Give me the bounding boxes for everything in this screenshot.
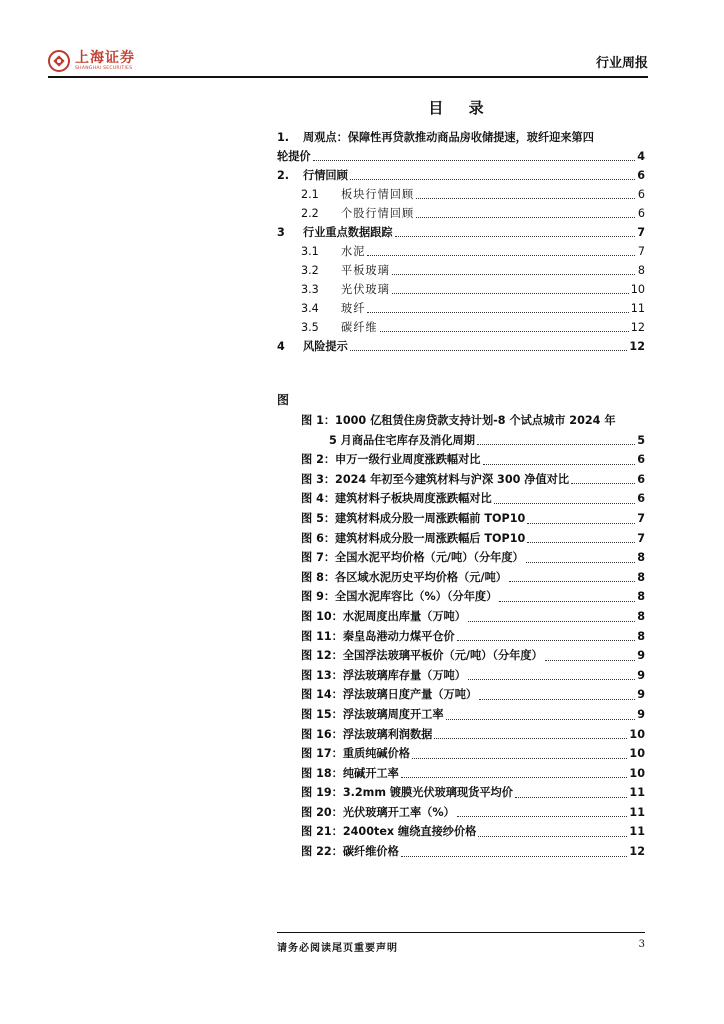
figure-entry-title: 图 15：浮法玻璃周度开工率 [301,707,444,721]
toc-subentry[interactable] [277,261,645,280]
toc-subentry[interactable] [277,242,645,261]
leader-dots [416,217,635,218]
figure-entry-page: 6 [637,453,645,467]
figure-entry-title: 图 1：1000 亿租赁住房贷款支持计划-8 个试点城市 2024 年 [301,414,616,427]
figure-entry-page: 8 [637,590,645,604]
toc-entry-page: 8 [637,264,645,277]
logo-name-en: SHANGHAI SECURITIES [75,66,133,71]
leader-dots [416,198,635,199]
figure-entry-page: 9 [637,688,645,702]
figure-entry-title: 图 8：各区域水泥历史平均价格（元/吨） [301,570,507,584]
leader-dots [515,797,627,798]
leader-dots [545,660,635,661]
figure-entry-page: 8 [637,609,645,623]
figure-entry[interactable] [277,411,645,431]
figure-entry[interactable] [277,607,645,627]
toc-entry-page: 7 [637,245,645,258]
figure-entry[interactable] [277,783,645,803]
toc-entry-page: 6 [637,207,645,220]
figure-entry[interactable] [277,489,645,509]
leader-dots [494,503,635,504]
figure-entry-page: 11 [629,825,645,839]
toc-entry-title-cont: 轮提价 [277,150,311,163]
toc-entry-number: 2. [277,169,290,182]
toc-entry-page: 11 [630,302,645,315]
figure-entry-title: 图 12：全国浮法玻璃平板价（元/吨）（分年度） [301,649,543,663]
figure-entry-title: 图 2：申万一级行业周度涨跌幅对比 [301,453,481,467]
figure-entry-page: 10 [629,727,645,741]
logo-name-cn: 上海证券 [75,50,135,66]
leader-dots [412,758,627,759]
page-header [48,50,648,78]
figure-entry[interactable] [277,568,645,588]
toc-entry[interactable] [277,337,645,356]
toc-entry-continued[interactable] [277,147,645,166]
figure-entry-page: 8 [637,629,645,643]
leader-dots [313,160,635,161]
leader-dots [434,738,627,739]
leader-dots [367,312,628,313]
toc-entry-title: 板块行情回顾 [341,188,415,201]
figure-entry-page: 7 [637,531,645,545]
leader-dots [367,255,635,256]
toc-entry-page: 12 [630,321,645,334]
toc-entry-title: 风险提示 [303,340,348,353]
toc-entry-number: 1. [277,131,290,144]
leader-dots [483,464,636,465]
figure-entry[interactable] [277,705,645,725]
figure-entry-title: 图 20：光伏玻璃开工率（%） [301,805,455,819]
figure-entry-title: 图 16：浮法玻璃利润数据 [301,727,433,741]
figure-entry-title: 图 18：纯碱开工率 [301,766,399,780]
figure-entry-page: 6 [637,492,645,506]
figure-entry-page: 9 [637,707,645,721]
figure-entry-page: 11 [629,786,645,800]
figure-entry-page: 11 [629,805,645,819]
page-footer [277,932,645,954]
figure-entry-title: 图 4：建筑材料子板块周度涨跌幅对比 [301,492,492,506]
toc-entry-title: 碳纤维 [341,321,378,334]
figure-entry-page: 9 [637,668,645,682]
figure-entry-title: 图 5：建筑材料成分股一周涨跌幅前 TOP10 [301,511,526,525]
toc-entry-title: 水泥 [341,245,366,258]
figure-entry[interactable] [277,450,645,470]
leader-dots [457,640,635,641]
figure-entry-title: 图 22：碳纤维价格 [301,845,399,859]
figure-entry-title: 图 17：重质纯碱价格 [301,747,410,761]
leader-dots [499,601,635,602]
disclaimer-notice: 请务必阅读尾页重要声明 [277,943,398,954]
figure-entry[interactable] [277,744,645,764]
leader-dots [526,562,635,563]
figure-entry-title: 图 13：浮法玻璃库存量（万吨） [301,668,466,682]
toc-entry-page: 6 [637,169,645,182]
leader-dots [527,523,635,524]
figure-entry-title: 图 19：3.2mm 镀膜光伏玻璃现货平均价 [301,786,513,800]
figure-entry-page: 12 [629,845,645,859]
leader-dots [468,679,635,680]
figure-entry-title: 图 14：浮法玻璃日度产量（万吨） [301,688,478,702]
leader-dots [527,542,635,543]
toc-entry-number: 3.2 [301,264,319,277]
leader-dots [457,816,628,817]
leader-dots [446,719,635,720]
toc-entry[interactable] [277,223,645,242]
figure-entry[interactable] [277,803,645,823]
logo-emblem-icon [48,50,70,72]
toc-entry-title: 个股行情回顾 [341,207,415,220]
toc-list [277,128,645,356]
figure-entry[interactable] [277,548,645,568]
figure-entry-page: 8 [637,551,645,565]
figure-entry[interactable] [277,509,645,529]
toc-title: 目 录 [428,99,494,117]
figure-entry[interactable] [277,470,645,490]
leader-dots [477,444,635,445]
page-number: 3 [638,939,645,950]
toc-entry[interactable] [277,166,645,185]
figure-list-heading: 图 [277,393,290,407]
toc-entry-page: 6 [637,188,645,201]
toc-entry-title: 行业重点数据跟踪 [303,226,393,239]
figure-entry[interactable] [277,587,645,607]
toc-entry[interactable] [277,128,645,147]
toc-entry-title: 平板玻璃 [341,264,390,277]
toc-entry-page: 12 [629,340,645,353]
toc-entry-number: 3.1 [301,245,319,258]
figure-entry-page: 8 [637,570,645,584]
toc-entry-number: 3.3 [301,283,319,296]
toc-entry-page: 4 [637,150,645,163]
leader-dots [509,581,635,582]
toc-subentry[interactable] [277,299,645,318]
toc-entry-number: 3.4 [301,302,319,315]
figure-entry[interactable] [277,822,645,842]
toc-entry-number: 3 [277,226,285,239]
toc-entry-title: 玻纤 [341,302,366,315]
main-content [277,92,645,862]
leader-dots [468,621,635,622]
company-logo [48,50,135,72]
leader-dots [479,699,635,700]
figure-entry[interactable] [277,666,645,686]
figure-entry-page: 10 [629,766,645,780]
toc-entry-number: 2.2 [301,207,319,220]
toc-entry-title: 光伏玻璃 [341,283,390,296]
toc-subentry[interactable] [277,280,645,299]
leader-dots [350,350,628,351]
header-divider [48,76,648,78]
figure-entry-page: 5 [637,433,645,447]
figure-entry[interactable] [277,529,645,549]
figure-entry[interactable] [277,842,645,862]
toc-entry-page: 7 [637,226,645,239]
figure-entry[interactable] [277,627,645,647]
leader-dots [401,856,628,857]
leader-dots [395,236,635,237]
leader-dots [380,331,629,332]
toc-entry-number: 3.5 [301,321,319,334]
figure-entry[interactable] [277,764,645,784]
figure-entry-page: 9 [637,649,645,663]
toc-entry-number: 4 [277,340,285,353]
figure-entry-continued[interactable] [277,431,645,451]
figure-entry-page: 10 [629,747,645,761]
figure-entry[interactable] [277,685,645,705]
figure-list [277,411,645,862]
toc-entry-title: 周观点：保障性再贷款推动商品房收储提速，玻纤迎来第四 [303,131,594,144]
leader-dots [571,483,635,484]
report-type: 行业周报 [595,56,648,71]
figure-entry[interactable] [277,646,645,666]
figure-entry-title: 图 9：全国水泥库容比（%）（分年度） [301,590,498,604]
figure-entry-title: 图 11：秦皇岛港动力煤平仓价 [301,629,455,643]
figure-entry-title: 图 3：2024 年初至今建筑材料与沪深 300 净值对比 [301,472,570,486]
toc-entry-title: 行情回顾 [303,169,348,182]
leader-dots [478,836,627,837]
toc-entry-number: 2.1 [301,188,319,201]
figure-entry-title: 图 10：水泥周度出库量（万吨） [301,609,466,623]
figure-entry[interactable] [277,725,645,745]
leader-dots [350,179,635,180]
toc-subentry[interactable] [277,185,645,204]
figure-entry-title: 图 6：建筑材料成分股一周涨跌幅后 TOP10 [301,531,526,545]
figure-entry-title: 图 21：2400tex 缠绕直接纱价格 [301,825,477,839]
figure-entry-page: 6 [637,472,645,486]
leader-dots [401,777,628,778]
toc-subentry[interactable] [277,204,645,223]
figure-entry-page: 7 [637,511,645,525]
figure-entry-title: 图 7：全国水泥平均价格（元/吨）（分年度） [301,551,524,565]
leader-dots [392,293,629,294]
toc-entry-page: 10 [630,283,645,296]
figure-entry-title-cont: 5 月商品住宅库存及消化周期 [329,433,475,447]
leader-dots [392,274,635,275]
toc-subentry[interactable] [277,318,645,337]
